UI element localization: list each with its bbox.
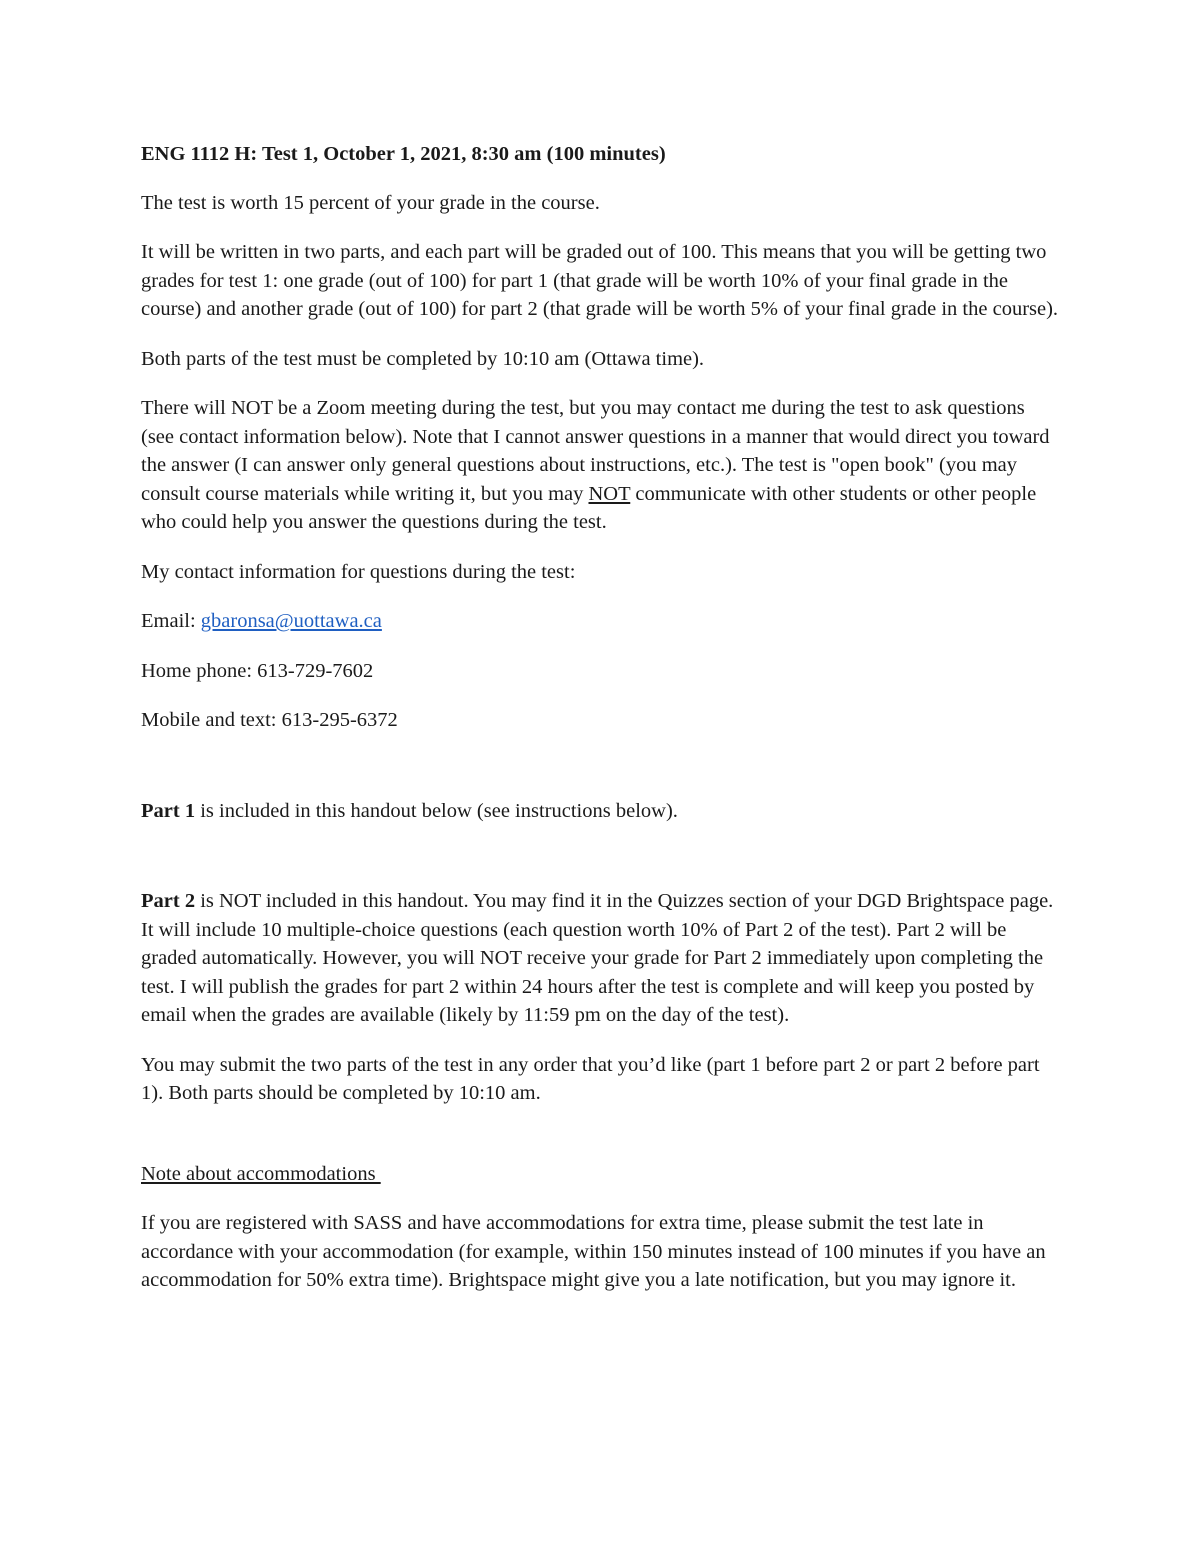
part1-label: Part 1 [141, 799, 196, 822]
mobile-phone: Mobile and text: 613-295-6372 [141, 709, 398, 731]
deadline-paragraph: Both parts of the test must be completed by 10:10 am (Ottawa time). [141, 347, 705, 370]
part2-label: Part 2 [141, 890, 196, 912]
part1-text: is included in this handout below (see instructions below). [195, 799, 678, 822]
email-line [141, 607, 1061, 636]
not-emphasis: NOT [588, 482, 631, 505]
contact-intro: My contact information for questions during the test: [141, 560, 576, 583]
page-title: ENG 1112 H: Test 1, October 1, 2021, 8:30 am (100 minutes) [141, 143, 666, 165]
email-link[interactable]: gbaronsa@uottawa.ca [200, 610, 382, 632]
zoom-text-after: communicate with other students or other people who could help you answer the questions during the test. [141, 482, 1037, 533]
part2-paragraph [141, 887, 1061, 1030]
parts-paragraph: It will be written in two parts, and each part will be graded out of 100. This means that you will be getting two grades for test 1: one grade (out of 100) for part 1 (that grade will be worth 10% of your final grade in the course) and another grade (out of 100) for part 2 (that grade will be worth 5% of your final grade in the course). [141, 241, 1059, 320]
accommodations-paragraph: If you are registered with SASS and have accommodations for extra time, please submit the test late in accordance with your accommodation (for example, within 150 minutes instead of 100 minutes if you have an accommodation for 50% extra time). Brightspace might give you a late notification, but you may ignore it. [141, 1212, 1046, 1291]
part1-paragraph [141, 797, 1061, 826]
accommodations-heading: Note about accommodations [141, 1162, 381, 1185]
email-label: Email: [141, 610, 201, 632]
order-paragraph: You may submit the two parts of the test in any order that you’d like (part 1 before part 2 or part 2 before part 1). Both parts should be completed by 10:10 am. [141, 1053, 1040, 1104]
zoom-text-before: There will NOT be a Zoom meeting during the test, but you may contact me during the test to ask questions (see contact information below). Note that I cannot answer questions in a manner that would direct you toward the answer (I can answer only general questions about instructions, etc.). The test is "open book" (you may consult course materials while writing it, but you may [141, 397, 1050, 505]
worth-paragraph: The test is worth 15 percent of your grade in the course. [141, 191, 600, 214]
home-phone: Home phone: 613-729-7602 [141, 659, 374, 682]
zoom-paragraph [141, 394, 1061, 537]
document-page [141, 140, 1061, 1316]
part2-text: is NOT included in this handout. You may find it in the Quizzes section of your DGD Brightspace page. It will include 10 multiple-choice questions (each question worth 10% of Part 2 of the test). Part 2 will be graded automatically. However, you will NOT receive your grade for Part 2 immediately upon completing the test. I will publish the grades for part 2 within 24 hours after the test is complete and will keep you posted by email when the grades are available (likely by 11:59 pm on the day of the test). [141, 890, 1054, 1026]
